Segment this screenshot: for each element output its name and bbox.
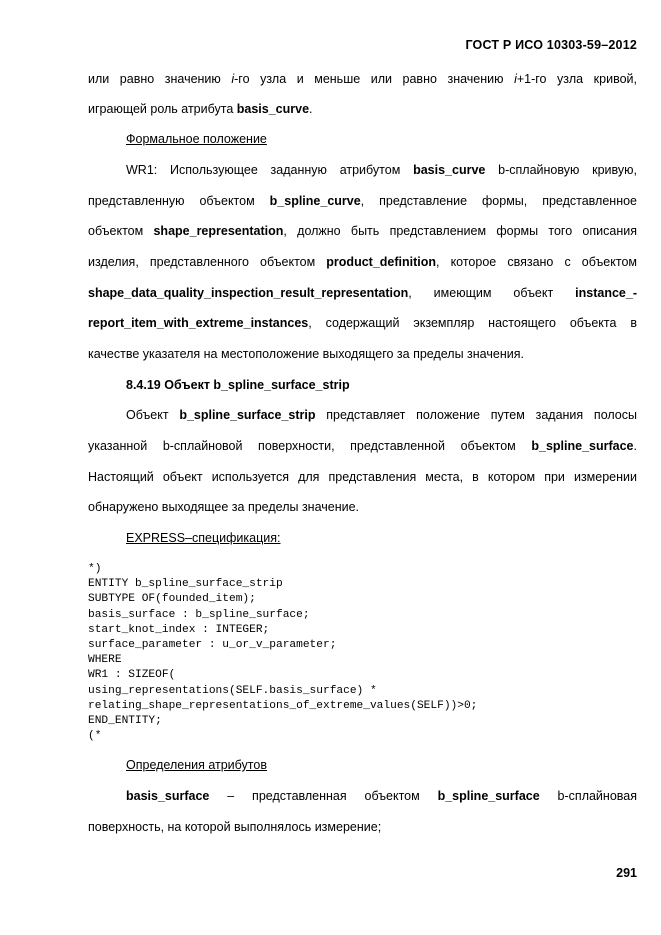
paragraph-line	[88, 285, 637, 301]
text-fragment: .	[309, 102, 313, 116]
entity-name: shape_data_quality_inspection_result_representation	[88, 286, 409, 300]
entity-name: report_item_with_extreme_instances	[88, 316, 309, 330]
text-fragment: , которое связано с объектом	[436, 255, 637, 269]
text-fragment: – представленная объектом	[209, 789, 438, 803]
text-fragment: b-сплайновую кривую,	[485, 163, 637, 177]
paragraph-line	[88, 193, 637, 209]
italic-fragment: i	[231, 72, 235, 86]
entity-name: b_spline_surface	[531, 439, 634, 453]
paragraph-line	[88, 223, 637, 239]
text-fragment: b-сплайновая	[539, 789, 637, 803]
paragraph-line	[88, 101, 637, 117]
text-fragment: , должно быть представлением формы того описания	[283, 224, 637, 238]
text-fragment: , содержащий экземпляр настоящего объекта в	[308, 316, 637, 330]
paragraph-line: Настоящий объект используется для представления места, в котором при измерении	[88, 470, 637, 484]
text-fragment: представленную объектом	[88, 194, 270, 208]
attribute-name: basis_curve	[413, 163, 486, 177]
paragraph-line	[88, 438, 637, 454]
entity-name: b_spline_curve	[269, 194, 361, 208]
text-fragment: указанной b-сплайновой поверхности, представленной объектом	[88, 439, 532, 453]
entity-name: b_spline_surface_strip	[179, 408, 316, 422]
section-heading: 8.4.19 Объект b_spline_surface_strip	[126, 378, 350, 392]
text-fragment: , имеющим объект	[408, 286, 576, 300]
text-fragment: -го узла и меньше или равно значению	[234, 72, 515, 86]
text-fragment: представляет положение путем задания полосы	[315, 408, 637, 422]
paragraph-line	[126, 788, 637, 804]
paragraph-line	[88, 315, 637, 331]
paragraph-line	[126, 162, 637, 178]
formal-proposition-heading: Формальное положение	[126, 132, 267, 146]
paragraph-line	[88, 254, 637, 270]
text-fragment: , представление формы, представленное	[360, 194, 637, 208]
attribute-definitions-heading: Определения атрибутов	[126, 758, 267, 772]
text-fragment: .	[633, 439, 637, 453]
paragraph-line: обнаружено выходящее за пределы значение.	[88, 500, 360, 514]
text-fragment: Объект	[126, 408, 180, 422]
entity-name: shape_representation	[153, 224, 284, 238]
paragraph-line: качестве указателя на местоположение выходящего за пределы значения.	[88, 347, 524, 361]
attribute-name: basis_surface	[126, 789, 210, 803]
paragraph-line: поверхность, на которой выполнялось измерение;	[88, 820, 382, 834]
text-fragment: или равно значению	[88, 72, 232, 86]
entity-name: product_definition	[326, 255, 437, 269]
attribute-name: basis_curve	[236, 102, 310, 116]
paragraph-line	[88, 71, 637, 87]
italic-fragment: i	[514, 72, 517, 86]
text-fragment: WR1: Использующее заданную атрибутом	[126, 163, 414, 177]
express-code-block: *) ENTITY b_spline_surface_strip SUBTYPE OF(founded_item); basis_surface : b_spline_surface; start_knot_index : INTEGER; surface_parameter : u_or_v_parameter; WHERE WR1 : SIZEOF( using_representations(SELF.basis_surface) * relating_shape_representations_of_extreme_values(SELF))>0; END_ENTITY; (*	[88, 563, 478, 743]
text-fragment: +1-го узла кривой,	[516, 72, 637, 86]
text-fragment: изделия, представленного объектом	[88, 255, 327, 269]
text-fragment: объектом	[88, 224, 154, 238]
entity-name: instance_-	[575, 286, 637, 300]
paragraph-line	[126, 407, 637, 423]
text-fragment: играющей роль атрибута	[88, 102, 237, 116]
entity-name: b_spline_surface	[437, 789, 540, 803]
page-number: 291	[616, 866, 637, 880]
document-code-header: ГОСТ Р ИСО 10303-59–2012	[465, 38, 637, 52]
express-specification-heading: EXPRESS–спецификация:	[126, 531, 281, 545]
